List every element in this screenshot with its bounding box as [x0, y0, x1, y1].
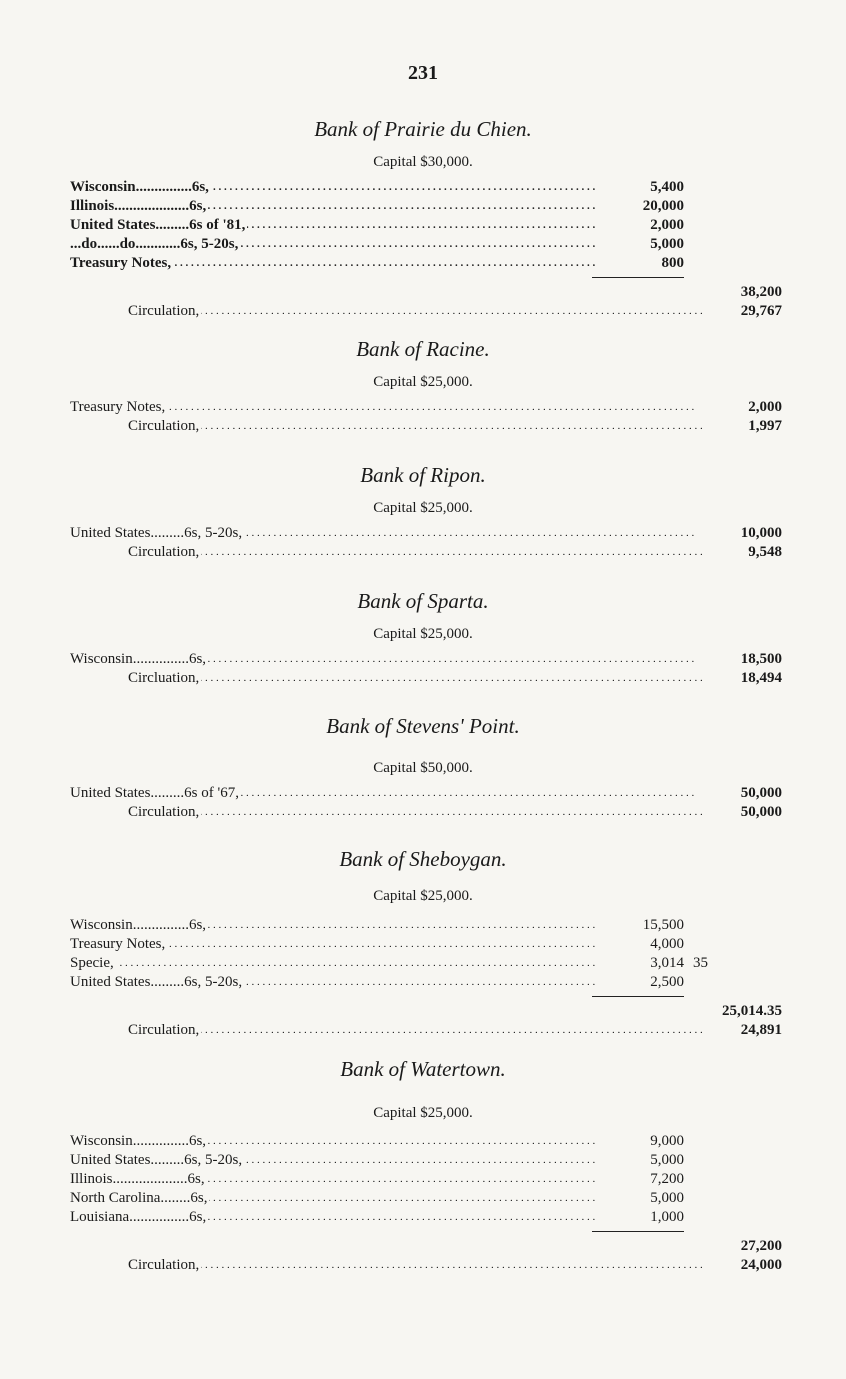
circulation-row: Circluation, . . . 18,494: [0, 669, 846, 688]
holding-amount: 5,000: [650, 1152, 684, 1168]
holding-row: United States.........6s of '81, . . . 2,000: [0, 216, 846, 235]
bank-section-ripon: [0, 458, 846, 562]
sum-rule: [0, 992, 846, 1002]
holding-cents: 35: [693, 955, 708, 971]
capital-line: Capital $50,000.: [373, 760, 473, 776]
bank-title: Bank of Watertown.: [340, 1057, 506, 1081]
circulation-amount: 9,548: [748, 544, 782, 560]
bank-section-prairie-du-chien: [0, 112, 846, 321]
circulation-amount: 1,997: [748, 418, 782, 434]
holding-amount: 15,500: [642, 917, 684, 933]
holding-total: 10,000: [740, 525, 782, 541]
circulation-amount: 24,000: [740, 1257, 782, 1273]
holding-row: Treasury Notes, . . . 4,000: [0, 935, 846, 954]
circulation-amount: 24,891: [740, 1022, 782, 1038]
holding-amount: 9,000: [650, 1133, 684, 1149]
bank-title: Bank of Ripon.: [360, 463, 486, 487]
capital-line: Capital $25,000.: [373, 626, 473, 642]
holding-amount: 2,500: [650, 974, 684, 990]
total-amount: 27,200: [740, 1238, 782, 1254]
holding-row: United States.........6s, 5-20s, . . . 5,000: [0, 1151, 846, 1170]
holding-total: 2,000: [748, 399, 782, 415]
bank-title: Bank of Sparta.: [357, 589, 489, 613]
holding-amount: 2,000: [650, 217, 684, 233]
total-row: [0, 283, 846, 302]
circulation-amount: 18,494: [740, 670, 782, 686]
bank-title: Bank of Stevens' Point.: [326, 714, 520, 738]
circulation-row: Circulation, . . . 1,997: [0, 417, 846, 436]
circulation-row: Circulation, . . . 9,548: [0, 543, 846, 562]
holding-row: United States.........6s of '67, . . . 50,000: [0, 784, 846, 803]
holding-amount: 800: [661, 255, 684, 271]
holding-row: Treasury Notes, . . . 800: [0, 254, 846, 273]
bank-section-sparta: [0, 584, 846, 688]
holding-total: 18,500: [740, 651, 782, 667]
holding-amount: 4,000: [650, 936, 684, 952]
sum-rule: [0, 1227, 846, 1237]
circulation-row: Circulation, . . . 24,891: [0, 1021, 846, 1040]
holding-row: Illinois....................6s, . . . 7,200: [0, 1170, 846, 1189]
circulation-amount: 29,767: [740, 303, 782, 319]
bank-title: Bank of Prairie du Chien.: [314, 117, 532, 141]
total-row: [0, 1002, 846, 1021]
bank-title: Bank of Racine.: [356, 337, 490, 361]
bank-section-sheboygan: [0, 842, 846, 1040]
holding-row: ...do......do............6s, 5-20s, . . . 5,000: [0, 235, 846, 254]
bank-title: Bank of Sheboygan.: [339, 847, 507, 871]
capital-line: Capital $25,000.: [373, 374, 473, 390]
holding-row: Wisconsin...............6s, . . . 15,500: [0, 916, 846, 935]
holding-amount: 7,200: [650, 1171, 684, 1187]
total-amount: 38,200: [740, 284, 782, 300]
circulation-row: Circulation, . . . 29,767: [0, 302, 846, 321]
circulation-row: Circulation, . . . 50,000: [0, 803, 846, 822]
capital-line: Capital $25,000.: [373, 500, 473, 516]
holding-total: 50,000: [740, 785, 782, 801]
holding-row: Wisconsin...............6s, . . . 9,000: [0, 1132, 846, 1151]
holding-row: Wisconsin...............6s, . . . 5,400: [0, 178, 846, 197]
capital-line: Capital $25,000.: [373, 888, 473, 904]
holding-amount: 3,014: [650, 955, 684, 971]
capital-line: Capital $25,000.: [373, 1105, 473, 1121]
holding-amount: 1,000: [650, 1209, 684, 1225]
holding-amount: 5,000: [650, 1190, 684, 1206]
holding-row: United States.........6s, 5-20s, . . . 2,500: [0, 973, 846, 992]
bank-section-watertown: [0, 1050, 846, 1275]
holding-row: United States.........6s, 5-20s, . . . 10,000: [0, 524, 846, 543]
holding-amount: 20,000: [642, 198, 684, 214]
bank-section-racine: [0, 332, 846, 436]
bank-section-stevens-point: [0, 706, 846, 822]
capital-line: Capital $30,000.: [373, 154, 473, 170]
holding-row: Wisconsin...............6s, . . . 18,500: [0, 650, 846, 669]
circulation-row: Circulation, . . . 24,000: [0, 1256, 846, 1275]
holding-amount: 5,400: [650, 179, 684, 195]
holding-row: Treasury Notes, . . . 2,000: [0, 398, 846, 417]
circulation-amount: 50,000: [740, 804, 782, 820]
total-row: [0, 1237, 846, 1256]
holding-row: Louisiana................6s, . . . 1,000: [0, 1208, 846, 1227]
sum-rule: [0, 273, 846, 283]
holding-row: North Carolina........6s, . . . 5,000: [0, 1189, 846, 1208]
holding-amount: 5,000: [650, 236, 684, 252]
holding-row: Illinois....................6s, . . . 20,000: [0, 197, 846, 216]
total-amount: 25,014.35: [722, 1003, 782, 1019]
page-number: 231: [408, 62, 438, 84]
holding-row: Specie, . . . 3,014 35: [0, 954, 846, 973]
